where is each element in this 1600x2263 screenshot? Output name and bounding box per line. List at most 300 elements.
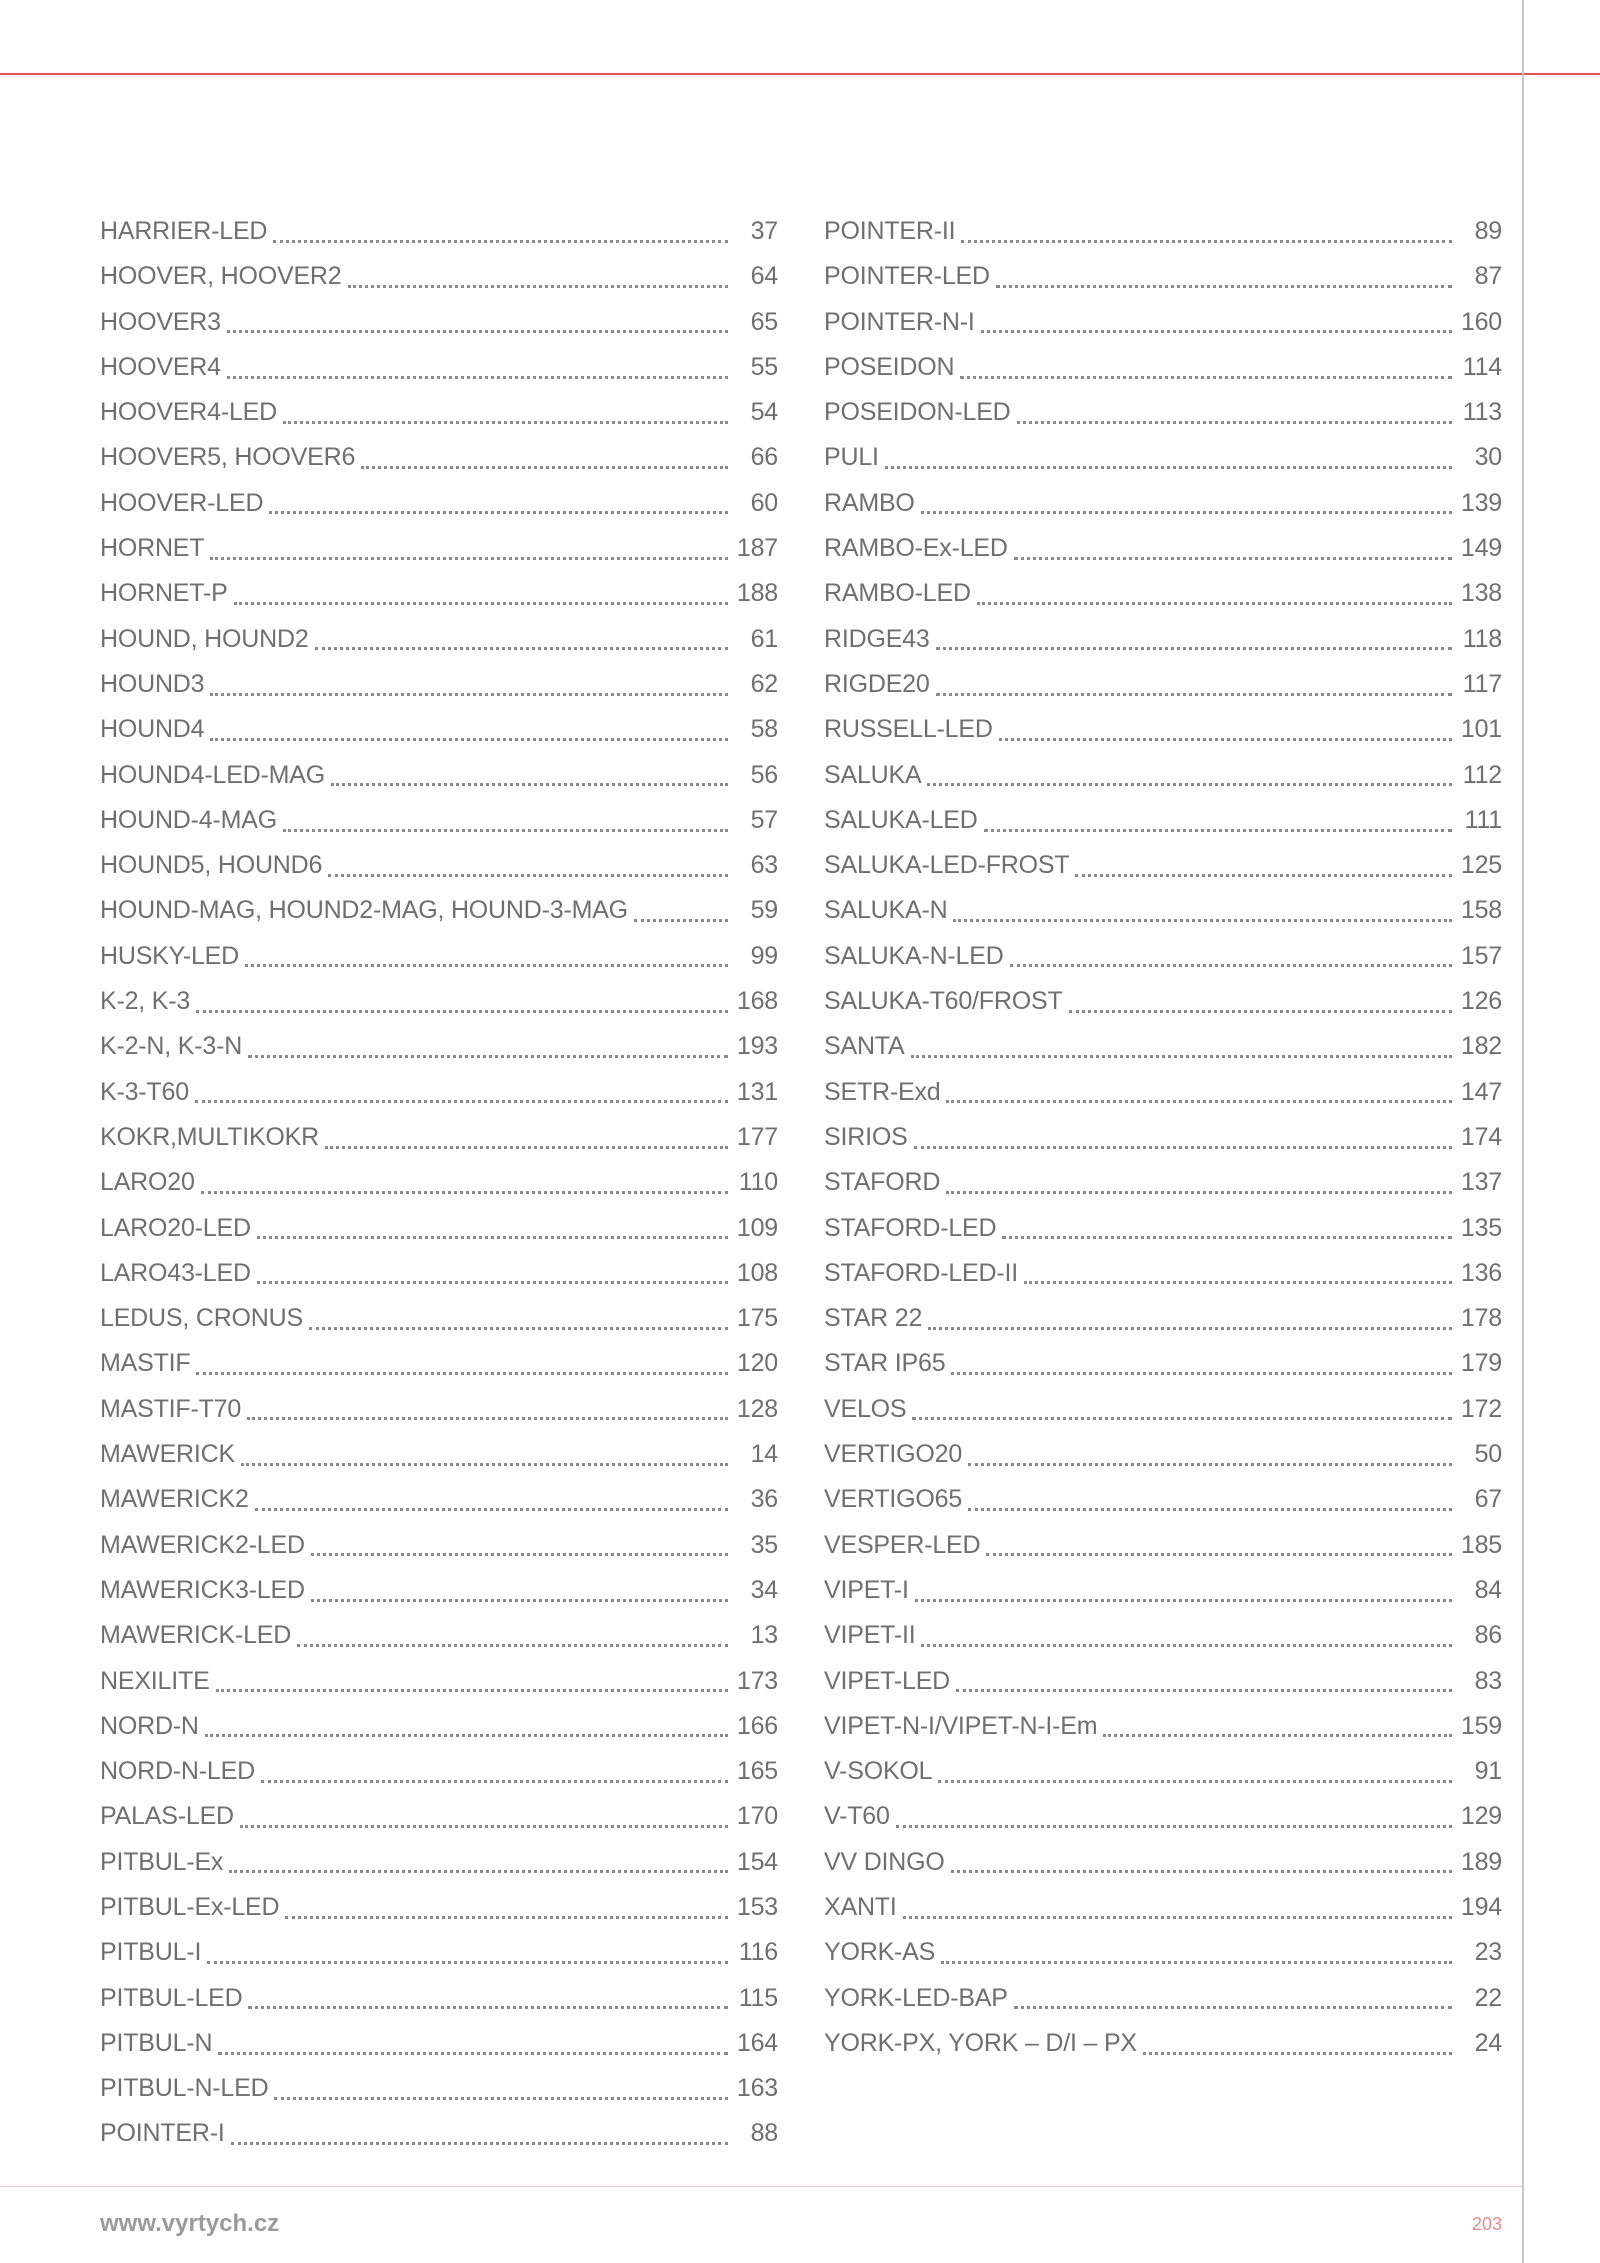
entry-name: K-3-T60	[100, 1077, 189, 1106]
entry-page-number: 36	[750, 1485, 778, 1514]
entry-page-number: 110	[738, 1168, 778, 1197]
dot-leader	[912, 1416, 1452, 1420]
dot-leader	[273, 239, 728, 243]
entry-name: PITBUL-I	[100, 1938, 202, 1967]
entry-name: LARO20	[100, 1168, 195, 1197]
entry-name: V-T60	[824, 1802, 890, 1831]
entry-page-number: 175	[736, 1304, 778, 1333]
index-entry	[100, 934, 778, 979]
index-entry	[824, 934, 1502, 979]
dot-leader	[1103, 1733, 1452, 1737]
entry-page-number: 164	[736, 2028, 778, 2057]
entry-page-number: 54	[750, 398, 778, 427]
entry-name: K-2, K-3	[100, 987, 191, 1016]
index-entry	[100, 1160, 778, 1205]
entry-page-number: 59	[750, 896, 778, 925]
entry-name: MAWERICK2-LED	[100, 1530, 305, 1559]
dot-leader	[227, 375, 728, 379]
entry-name: HOUND3	[100, 669, 205, 698]
index-entry	[824, 435, 1502, 480]
entry-page-number: 84	[1474, 1575, 1502, 1604]
entry-page-number: 159	[1460, 1711, 1502, 1740]
dot-leader	[311, 1598, 728, 1602]
entry-page-number: 109	[736, 1213, 778, 1242]
dot-leader	[1010, 963, 1452, 967]
entry-name: VERTIGO20	[824, 1440, 963, 1469]
entry-name: MASTIF-T70	[100, 1394, 242, 1423]
entry-page-number: 58	[750, 715, 778, 744]
dot-leader	[1014, 2005, 1452, 2009]
entry-name: MAWERICK	[100, 1440, 235, 1469]
dot-leader	[227, 329, 728, 333]
dot-leader	[297, 1643, 728, 1647]
entry-name: HOUND, HOUND2	[100, 624, 309, 653]
index-entry	[824, 209, 1502, 254]
entry-page-number: 114	[1462, 352, 1502, 381]
entry-name: XANTI	[824, 1892, 897, 1921]
dot-leader	[951, 1869, 1452, 1873]
entry-page-number: 35	[750, 1530, 778, 1559]
dot-leader	[311, 1552, 728, 1556]
index-entry	[100, 1115, 778, 1160]
entry-page-number: 187	[736, 534, 778, 563]
entry-page-number: 147	[1460, 1077, 1502, 1106]
entry-page-number: 173	[736, 1666, 778, 1695]
entry-name: SALUKA-T60/FROST	[824, 987, 1063, 1016]
entry-name: SALUKA-N-LED	[824, 941, 1004, 970]
entry-name: VERTIGO65	[824, 1485, 963, 1514]
entry-name: STAFORD-LED	[824, 1213, 997, 1242]
dot-leader	[1024, 1280, 1452, 1284]
index-entry	[100, 1704, 778, 1749]
page-number: 203	[1472, 2214, 1503, 2234]
entry-page-number: 115	[738, 1983, 778, 2012]
entry-name: SANTA	[824, 1032, 905, 1061]
entry-page-number: 91	[1474, 1757, 1502, 1786]
entry-name: POINTER-LED	[824, 262, 990, 291]
index-entry	[100, 1613, 778, 1658]
dot-leader	[921, 510, 1452, 514]
entry-page-number: 50	[1474, 1440, 1502, 1469]
entry-page-number: 89	[1474, 217, 1502, 245]
dot-leader	[941, 1960, 1452, 1964]
entry-page-number: 87	[1474, 262, 1502, 291]
dot-leader	[981, 329, 1452, 333]
index-entry	[100, 1251, 778, 1296]
index-entry	[824, 1387, 1502, 1432]
entry-page-number: 149	[1460, 534, 1502, 563]
dot-leader	[328, 873, 728, 877]
index-entry	[824, 753, 1502, 798]
index-entry	[824, 843, 1502, 888]
dot-leader	[196, 1009, 728, 1013]
index-entry	[100, 2066, 778, 2111]
entry-page-number: 138	[1460, 579, 1502, 608]
index-entry	[100, 662, 778, 707]
index-entry	[100, 2111, 778, 2156]
index-entry	[100, 1930, 778, 1975]
entry-name: POSEIDON	[824, 352, 955, 381]
entry-page-number: 182	[1460, 1032, 1502, 1061]
dot-leader	[914, 1145, 1452, 1149]
entry-page-number: 117	[1462, 669, 1502, 698]
entry-page-number: 125	[1460, 851, 1502, 880]
dot-leader	[269, 510, 728, 514]
dot-leader	[195, 1099, 728, 1103]
dot-leader	[248, 1054, 728, 1058]
entry-page-number: 88	[750, 2119, 778, 2148]
dot-leader	[1069, 1009, 1452, 1013]
entry-name: MAWERICK2	[100, 1485, 249, 1514]
index-entry	[100, 1070, 778, 1115]
footer-divider	[0, 2186, 1522, 2187]
entry-name: NEXILITE	[100, 1666, 210, 1695]
entry-name: RIGDE20	[824, 669, 930, 698]
dot-leader	[885, 465, 1452, 469]
index-entry	[100, 1296, 778, 1341]
index-entry	[100, 1749, 778, 1794]
entry-page-number: 108	[736, 1258, 778, 1287]
dot-leader	[1017, 420, 1452, 424]
index-entry	[824, 707, 1502, 752]
entry-name: HOOVER4-LED	[100, 398, 278, 427]
entry-name: PITBUL-N	[100, 2028, 213, 2057]
entry-name: VIPET-I	[824, 1575, 909, 1604]
dot-leader	[1075, 873, 1452, 877]
entry-page-number: 137	[1460, 1168, 1502, 1197]
entry-name: NORD-N-LED	[100, 1757, 255, 1786]
entry-page-number: 63	[750, 851, 778, 880]
entry-name: HARRIER-LED	[100, 217, 268, 245]
index-entry	[824, 1704, 1502, 1749]
entry-page-number: 62	[750, 669, 778, 698]
entry-page-number: 23	[1474, 1938, 1502, 1967]
entry-page-number: 154	[736, 1847, 778, 1876]
dot-leader	[315, 646, 728, 650]
index-entry	[100, 1885, 778, 1930]
dot-leader	[977, 601, 1452, 605]
dot-leader	[896, 1824, 1452, 1828]
index-entry	[100, 254, 778, 299]
dot-leader	[241, 1462, 728, 1466]
dot-leader	[936, 646, 1452, 650]
index-entry	[100, 1024, 778, 1069]
dot-leader	[946, 1099, 1452, 1103]
index-entry	[824, 1840, 1502, 1885]
entry-name: POSEIDON-LED	[824, 398, 1011, 427]
dot-leader	[283, 828, 728, 832]
dot-leader	[984, 828, 1452, 832]
index-entry	[100, 571, 778, 616]
index-entry	[824, 1341, 1502, 1386]
entry-name: VIPET-II	[824, 1621, 916, 1650]
entry-name: PITBUL-N-LED	[100, 2074, 269, 2103]
index-entry	[824, 526, 1502, 571]
entry-name: LARO43-LED	[100, 1258, 251, 1287]
entry-page-number: 129	[1460, 1802, 1502, 1831]
dot-leader	[968, 1507, 1452, 1511]
entry-page-number: 160	[1460, 307, 1502, 336]
index-entry	[824, 1206, 1502, 1251]
entry-name: RIDGE43	[824, 624, 930, 653]
entry-name: POINTER-I	[100, 2119, 225, 2148]
entry-name: HUSKY-LED	[100, 941, 239, 970]
entry-name: VIPET-N-I/VIPET-N-I-Em	[824, 1711, 1098, 1740]
dot-leader	[911, 1054, 1453, 1058]
entry-name: KOKR,MULTIKOKR	[100, 1122, 319, 1151]
dot-leader	[331, 782, 728, 786]
index-entry	[824, 617, 1502, 662]
entry-name: PITBUL-LED	[100, 1983, 243, 2012]
index-entry	[824, 1115, 1502, 1160]
entry-name: K-2-N, K-3-N	[100, 1032, 243, 1061]
entry-page-number: 165	[736, 1757, 778, 1786]
entry-page-number: 37	[750, 217, 778, 245]
index-entry	[100, 1659, 778, 1704]
entry-name: LEDUS, CRONUS	[100, 1304, 303, 1333]
dot-leader	[205, 1733, 728, 1737]
entry-name: HOUND-MAG, HOUND2-MAG, HOUND-3-MAG	[100, 896, 628, 925]
entry-name: HOOVER4	[100, 352, 221, 381]
entry-page-number: 136	[1460, 1258, 1502, 1287]
dot-leader	[348, 284, 729, 288]
index-entry	[824, 1885, 1502, 1930]
entry-name: RAMBO-Ex-LED	[824, 534, 1008, 563]
index-entry	[100, 979, 778, 1024]
index-entry	[100, 390, 778, 435]
entry-page-number: 55	[750, 352, 778, 381]
index-entry	[100, 798, 778, 843]
dot-leader	[951, 1371, 1452, 1375]
dot-leader	[986, 1552, 1452, 1556]
entry-page-number: 178	[1460, 1304, 1502, 1333]
dot-leader	[915, 1598, 1452, 1602]
index-entry	[824, 1251, 1502, 1296]
index-entry	[824, 254, 1502, 299]
dot-leader	[956, 1688, 1452, 1692]
entry-name: YORK-LED-BAP	[824, 1983, 1008, 2012]
dot-leader	[245, 963, 728, 967]
entry-name: STAFORD	[824, 1168, 941, 1197]
index-entry	[100, 2021, 778, 2066]
entry-page-number: 179	[1460, 1349, 1502, 1378]
entry-name: HOOVER5, HOOVER6	[100, 443, 356, 472]
index-entry	[824, 1160, 1502, 1205]
dot-leader	[960, 375, 1452, 379]
entry-page-number: 170	[736, 1802, 778, 1831]
index-entry	[100, 617, 778, 662]
dot-leader	[927, 782, 1452, 786]
entry-name: STAR IP65	[824, 1349, 946, 1378]
dot-leader	[234, 601, 728, 605]
dot-leader	[634, 918, 728, 922]
index-entry	[100, 1568, 778, 1613]
entry-name: POINTER-N-I	[824, 307, 975, 336]
entry-name: MASTIF	[100, 1349, 191, 1378]
entry-name: RAMBO	[824, 488, 915, 517]
dot-leader	[1002, 1235, 1452, 1239]
entry-name: VESPER-LED	[824, 1530, 981, 1559]
entry-page-number: 158	[1460, 896, 1502, 925]
entry-name: RAMBO-LED	[824, 579, 971, 608]
entry-name: SALUKA-LED-FROST	[824, 851, 1070, 880]
entry-page-number: 177	[736, 1122, 778, 1151]
entry-name: SALUKA-N	[824, 896, 948, 925]
entry-name: NORD-N	[100, 1711, 199, 1740]
entry-page-number: 112	[1462, 760, 1502, 789]
index-entry	[824, 1568, 1502, 1613]
entry-page-number: 174	[1460, 1122, 1502, 1151]
index-entry	[100, 1976, 778, 2021]
entry-name: HOOVER3	[100, 307, 221, 336]
entry-page-number: 166	[736, 1711, 778, 1740]
index-entry	[100, 888, 778, 933]
entry-name: VIPET-LED	[824, 1666, 951, 1695]
index-column-right	[824, 209, 1502, 2066]
dot-leader	[936, 692, 1452, 696]
index-entry	[824, 1976, 1502, 2021]
entry-page-number: 65	[750, 307, 778, 336]
entry-page-number: 120	[736, 1349, 778, 1378]
index-column-left	[100, 209, 778, 2157]
entry-name: MAWERICK-LED	[100, 1621, 292, 1650]
entry-name: HOOVER-LED	[100, 488, 264, 517]
index-entry	[824, 1749, 1502, 1794]
entry-name: HOUND-4-MAG	[100, 805, 277, 834]
dot-leader	[928, 1326, 1452, 1330]
index-entry	[824, 798, 1502, 843]
entry-name: PALAS-LED	[100, 1802, 234, 1831]
entry-page-number: 30	[1474, 443, 1502, 472]
index-entry	[100, 707, 778, 752]
index-entry	[824, 662, 1502, 707]
dot-leader	[921, 1643, 1452, 1647]
dot-leader	[231, 2141, 728, 2145]
index-entry	[824, 571, 1502, 616]
index-entry	[824, 390, 1502, 435]
index-entry	[824, 1296, 1502, 1341]
header-divider	[0, 73, 1600, 75]
dot-leader	[255, 1507, 728, 1511]
index-entry	[824, 1930, 1502, 1975]
index-entry	[824, 1024, 1502, 1069]
dot-leader	[285, 1915, 728, 1919]
dot-leader	[903, 1915, 1452, 1919]
entry-name: PULI	[824, 443, 879, 472]
entry-page-number: 14	[750, 1440, 778, 1469]
dot-leader	[309, 1326, 728, 1330]
index-entry	[824, 979, 1502, 1024]
index-entry	[824, 1477, 1502, 1522]
entry-page-number: 57	[750, 805, 778, 834]
entry-name: PITBUL-Ex	[100, 1847, 224, 1876]
entry-page-number: 193	[736, 1032, 778, 1061]
entry-page-number: 34	[750, 1575, 778, 1604]
entry-page-number: 101	[1460, 715, 1502, 744]
entry-page-number: 139	[1460, 488, 1502, 517]
entry-page-number: 61	[750, 624, 778, 653]
entry-name: SALUKA-LED	[824, 805, 978, 834]
index-entry	[100, 435, 778, 480]
index-entry	[100, 345, 778, 390]
entry-name: POINTER-II	[824, 217, 956, 245]
entry-name: PITBUL-Ex-LED	[100, 1892, 280, 1921]
dot-leader	[325, 1145, 728, 1149]
entry-page-number: 189	[1460, 1847, 1502, 1876]
dot-leader	[257, 1235, 728, 1239]
index-entry	[824, 1070, 1502, 1115]
entry-name: MAWERICK3-LED	[100, 1575, 305, 1604]
dot-leader	[201, 1190, 728, 1194]
entry-page-number: 118	[1462, 624, 1502, 653]
entry-page-number: 66	[750, 443, 778, 472]
entry-name: HOOVER, HOOVER2	[100, 262, 342, 291]
entry-page-number: 126	[1460, 987, 1502, 1016]
index-entry	[100, 1387, 778, 1432]
entry-name: V-SOKOL	[824, 1757, 933, 1786]
entry-name: HORNET	[100, 534, 205, 563]
page-edge-divider	[1522, 0, 1524, 2263]
dot-leader	[283, 420, 728, 424]
index-entry	[824, 1659, 1502, 1704]
entry-page-number: 24	[1474, 2028, 1502, 2057]
entry-name: VV DINGO	[824, 1847, 945, 1876]
dot-leader	[361, 465, 728, 469]
index-entry	[824, 1523, 1502, 1568]
entry-name: HOUND4	[100, 715, 205, 744]
entry-page-number: 163	[736, 2074, 778, 2103]
entry-name: HOUND4-LED-MAG	[100, 760, 325, 789]
entry-name: YORK-PX, YORK – D/I – PX	[824, 2028, 1137, 2057]
dot-leader	[274, 2096, 728, 2100]
entry-name: VELOS	[824, 1394, 907, 1423]
entry-name: SIRIOS	[824, 1122, 908, 1151]
entry-page-number: 64	[750, 262, 778, 291]
dot-leader	[210, 692, 728, 696]
dot-leader	[210, 737, 728, 741]
website-url[interactable]: www.vyrtych.cz	[100, 2210, 280, 2237]
dot-leader	[968, 1462, 1452, 1466]
entry-name: SETR-Exd	[824, 1077, 941, 1106]
index-entry	[100, 1206, 778, 1251]
entry-page-number: 128	[736, 1394, 778, 1423]
index-entry	[824, 481, 1502, 526]
entry-page-number: 13	[750, 1621, 778, 1650]
entry-name: STAFORD-LED-II	[824, 1258, 1018, 1287]
dot-leader	[257, 1280, 728, 1284]
entry-page-number: 172	[1460, 1394, 1502, 1423]
entry-page-number: 67	[1474, 1485, 1502, 1514]
entry-page-number: 86	[1474, 1621, 1502, 1650]
dot-leader	[218, 2051, 728, 2055]
dot-leader	[247, 1416, 728, 1420]
dot-leader	[207, 1960, 728, 1964]
entry-page-number: 153	[736, 1892, 778, 1921]
entry-page-number: 111	[1464, 805, 1502, 834]
dot-leader	[261, 1779, 728, 1783]
entry-page-number: 60	[750, 488, 778, 517]
index-entry	[824, 1613, 1502, 1658]
dot-leader	[996, 284, 1452, 288]
entry-name: HOUND5, HOUND6	[100, 851, 323, 880]
dot-leader	[210, 556, 728, 560]
index-entry	[824, 300, 1502, 345]
entry-page-number: 116	[738, 1938, 778, 1967]
dot-leader	[196, 1371, 728, 1375]
dot-leader	[999, 737, 1452, 741]
dot-leader	[1014, 556, 1452, 560]
entry-page-number: 135	[1460, 1213, 1502, 1242]
